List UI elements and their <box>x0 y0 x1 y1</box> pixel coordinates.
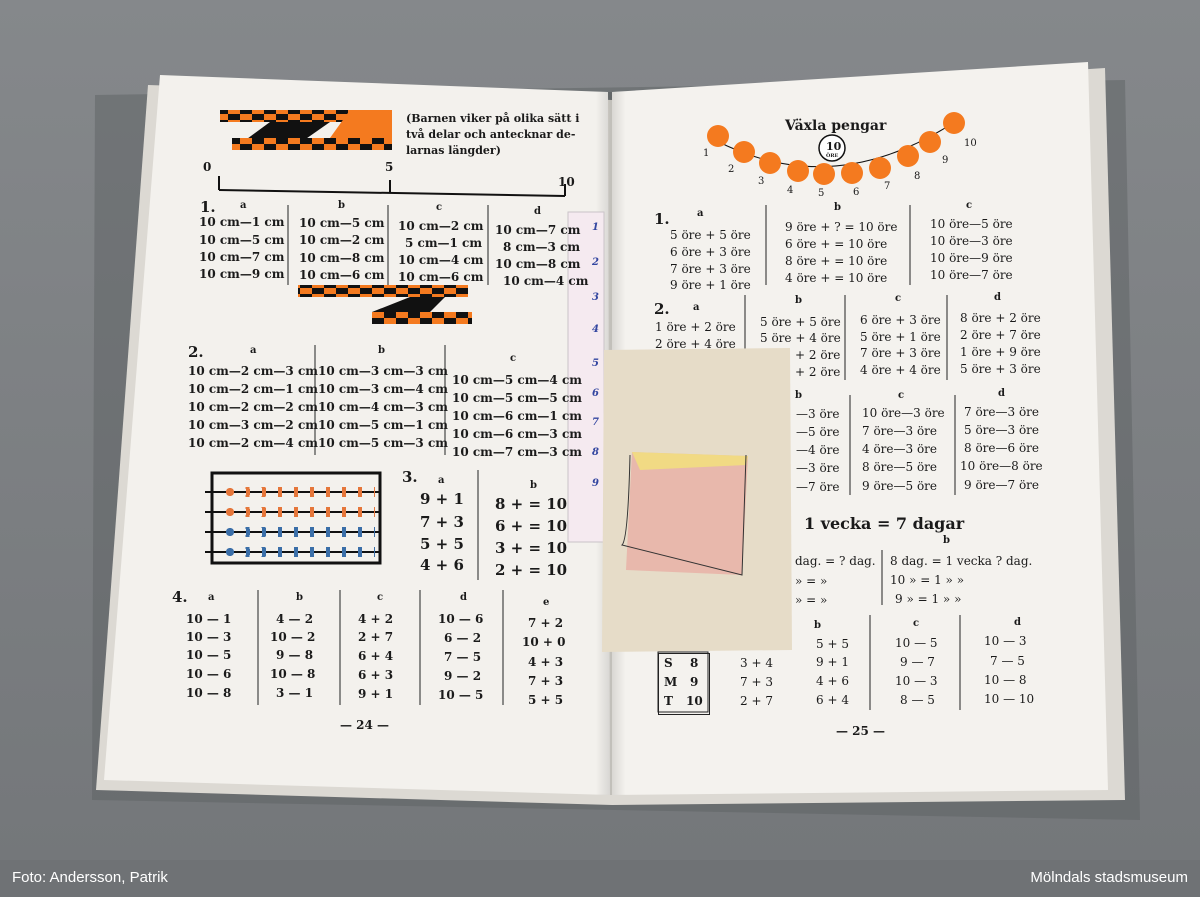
cell: 10 cm—3 cm—4 cm <box>318 382 448 396</box>
cell: 5 öre + 3 öre <box>960 362 1041 376</box>
cell: 10 — 8 <box>984 673 1027 687</box>
cell: 10 cm—4 cm <box>503 274 589 288</box>
cell: 10 cm—5 cm <box>199 233 285 247</box>
col-label: a <box>697 208 704 219</box>
cell: + 2 öre <box>795 365 841 379</box>
bookmark-mark: 1 <box>592 222 599 233</box>
cell: 8 öre + 2 öre <box>960 311 1041 325</box>
week-row-1b: 8 dag. = 1 vecka ? dag. <box>890 554 1033 568</box>
bookmark-mark: 5 <box>592 358 599 369</box>
cell: 5 öre + 5 öre <box>760 315 841 329</box>
coin-number: 8 <box>914 171 921 182</box>
cell: —4 öre <box>796 443 840 457</box>
coin-number: 3 <box>758 176 765 187</box>
col-label: b <box>378 345 385 356</box>
cell: 10 cm—5 cm <box>299 216 385 230</box>
cell: 10 cm—4 cm—3 cm <box>318 400 448 414</box>
cell: 10 — 10 <box>984 692 1035 706</box>
cell: —5 öre <box>796 425 840 439</box>
cell: 9 + 1 <box>358 687 394 701</box>
col-label: c <box>895 293 902 304</box>
cell: 10 öre—8 öre <box>960 459 1043 473</box>
exercise-2-number: 2. <box>188 343 204 361</box>
exercise-4-number: 4. <box>172 588 188 606</box>
cell: 6 + 4 <box>358 649 394 663</box>
col-label: d <box>1014 617 1021 628</box>
cell: —7 öre <box>796 480 840 494</box>
cell: 5 öre + 1 öre <box>860 330 941 344</box>
cell: 10 cm—2 cm—1 cm <box>188 382 318 396</box>
exercise-1-number: 1. <box>200 198 216 216</box>
cell: 1 öre + 2 öre <box>655 320 736 334</box>
cell: 10 cm—3 cm—2 cm <box>188 418 318 432</box>
coin-number: 5 <box>818 188 825 199</box>
cell: 4 + 3 <box>528 655 564 669</box>
bookmark-mark: 2 <box>592 257 599 268</box>
cell: 10 cm—2 cm—4 cm <box>188 436 318 450</box>
cell: 10 cm—7 cm <box>495 223 581 237</box>
col-label: a <box>208 592 215 603</box>
cell: 10 cm—2 cm—2 cm <box>188 400 318 414</box>
cell: 10 cm—9 cm <box>199 267 285 281</box>
cell: 4 — 2 <box>276 612 314 626</box>
page-number-left: — 24 — <box>340 718 390 732</box>
col-label: c <box>898 390 905 401</box>
col-label: d <box>998 388 1005 399</box>
cell: 4 + 6 <box>816 674 849 688</box>
ruler-label-10: 10 <box>558 175 575 189</box>
cell: 10 cm—1 cm <box>199 215 285 229</box>
cell: 9 — 7 <box>900 655 935 669</box>
cell: + 2 öre <box>795 348 841 362</box>
cell: 10 öre—7 öre <box>930 268 1013 282</box>
col-label: b <box>795 295 802 306</box>
coin-number: 9 <box>942 155 949 166</box>
week-row-3a: » = » <box>795 593 828 607</box>
cell: 10 cm—6 cm <box>299 268 385 282</box>
ruler-label-5: 5 <box>385 160 394 174</box>
cell: 9 öre + 1 öre <box>670 278 751 292</box>
week-row-2a: » = » <box>795 574 828 588</box>
col-label: d <box>534 206 541 217</box>
col-label: c <box>913 618 920 629</box>
week-row-3b: 9 » = 1 » » <box>895 592 962 606</box>
col-label: a <box>250 345 257 356</box>
cell: 10 — 6 <box>438 612 484 626</box>
cell: —3 öre <box>796 407 840 421</box>
col-label: d <box>994 292 1001 303</box>
cell: 10 cm—6 cm—3 cm <box>452 427 582 441</box>
photo-credit-bar <box>0 860 1200 897</box>
cell: 8 öre—6 öre <box>964 441 1040 455</box>
bookmark-mark: 4 <box>592 324 599 335</box>
exercise-3-number: 3. <box>402 468 418 486</box>
cell: 10 — 1 <box>186 612 232 626</box>
col-label: b <box>338 200 345 211</box>
cell: 7 + 2 <box>528 616 564 630</box>
cell: 9 öre + ? = 10 öre <box>785 220 898 234</box>
cell: 6 öre + = 10 öre <box>785 237 888 251</box>
cell: 8 — 5 <box>900 693 935 707</box>
museum-credit: Mölndals stadsmuseum <box>1030 869 1188 886</box>
cell: 8 öre + = 10 öre <box>785 254 888 268</box>
cell: 10 — 3 <box>984 634 1027 648</box>
cell: 10 öre—9 öre <box>930 251 1013 265</box>
coin-number: 1 <box>703 148 710 159</box>
cell: 10 — 6 <box>186 667 232 681</box>
cell: 2 + 7 <box>358 630 394 644</box>
col-label: b <box>943 535 950 546</box>
cell: 9 — 8 <box>276 648 314 662</box>
col-label: b <box>530 480 537 491</box>
cell: 6 + 3 <box>358 668 394 682</box>
col-label: b <box>296 592 303 603</box>
cell: 10 — 5 <box>895 636 938 650</box>
week-row-2b: 10 » = 1 » » <box>890 573 965 587</box>
exercise-2-number: 2. <box>654 300 670 318</box>
weekday: T <box>664 694 673 708</box>
cell: 4 öre + 4 öre <box>860 363 941 377</box>
cell: 5 öre + 4 öre <box>760 331 841 345</box>
col-label: a <box>438 475 445 486</box>
instruction-line-2: två delar och antecknar de- <box>406 128 576 141</box>
cell: 6 öre + 3 öre <box>860 313 941 327</box>
col-label: e <box>543 597 550 608</box>
cell: 10 öre—5 öre <box>930 217 1013 231</box>
cell: 5 öre + 5 öre <box>670 228 751 242</box>
coin-number: 6 <box>853 187 860 198</box>
cell: 10 — 5 <box>186 648 232 662</box>
cell: 10 + 0 <box>522 635 566 649</box>
col-label: b <box>795 390 802 401</box>
weekday: M <box>664 675 678 689</box>
cell: 10 — 8 <box>186 686 232 700</box>
cell: 6 öre + 3 öre <box>670 245 751 259</box>
col-label: c <box>436 202 443 213</box>
cell: 5 + 5 <box>528 693 564 707</box>
cell: 10 cm—5 cm—3 cm <box>318 436 448 450</box>
cell: 7 öre + 3 öre <box>670 262 751 276</box>
cell: 2 + 7 <box>740 694 773 708</box>
big-coin-unit: ÖRE <box>826 153 839 159</box>
bookmark-mark: 9 <box>592 478 599 489</box>
page-title: Växla pengar <box>785 118 887 134</box>
cell: 5 öre—3 öre <box>964 423 1040 437</box>
cell: 7 + 3 <box>740 675 773 689</box>
cell: 2 öre + 4 öre <box>655 337 736 351</box>
photographer-credit: Foto: Andersson, Patrik <box>12 869 168 886</box>
instruction-line-3: larnas längder) <box>406 144 501 157</box>
cell: 7 öre + 3 öre <box>860 346 941 360</box>
cell: 7 — 5 <box>444 650 482 664</box>
instruction-line-1: (Barnen viker på olika sätt i <box>406 112 580 125</box>
cell: 10 öre—3 öre <box>930 234 1013 248</box>
cell: 10 cm—2 cm <box>398 219 484 233</box>
cell: 3 + 4 <box>740 656 773 670</box>
bookmark-mark: 7 <box>592 417 599 428</box>
cell: 9 + 1 <box>816 655 849 669</box>
cell: 2 + = 10 <box>495 561 568 579</box>
col-label: a <box>240 200 247 211</box>
week-row-1a: dag. = ? dag. <box>795 554 876 568</box>
cell: 10 cm—7 cm <box>199 250 285 264</box>
cell: 4 + 2 <box>358 612 394 626</box>
weekday: S <box>664 656 673 670</box>
cell: 2 öre + 7 öre <box>960 328 1041 342</box>
cell: 9 + 1 <box>420 490 464 508</box>
cell: 10 cm—6 cm <box>398 270 484 284</box>
cell: 9 öre—7 öre <box>964 478 1040 492</box>
cell: 5 + 5 <box>420 535 464 553</box>
cell: 10 öre—3 öre <box>862 406 945 420</box>
cell: 3 — 1 <box>276 686 314 700</box>
cell: 10 cm—2 cm—3 cm <box>188 364 318 378</box>
col-label: c <box>966 200 973 211</box>
cell: 5 cm—1 cm <box>405 236 483 250</box>
weekday-num: 8 <box>690 656 699 670</box>
col-label: b <box>814 620 821 631</box>
cell: 6 + 4 <box>816 693 849 707</box>
cell: 10 cm—3 cm—3 cm <box>318 364 448 378</box>
col-label: a <box>693 302 700 313</box>
cell: 10 — 5 <box>438 688 484 702</box>
cell: 9 öre—5 öre <box>862 479 938 493</box>
cell: 10 cm—4 cm <box>398 253 484 267</box>
drawing-card <box>602 348 792 652</box>
cell: 10 cm—5 cm—5 cm <box>452 391 582 405</box>
cell: —3 öre <box>796 461 840 475</box>
coin-number: 4 <box>787 185 794 196</box>
cell: 7 + 3 <box>528 674 564 688</box>
col-label: c <box>510 353 517 364</box>
exercise-1-number: 1. <box>654 210 670 228</box>
cell: 10 cm—2 cm <box>299 233 385 247</box>
cell: 10 — 3 <box>186 630 232 644</box>
bookmark-mark: 6 <box>592 388 599 399</box>
cell: 5 + 5 <box>816 637 849 651</box>
cell: 8 cm—3 cm <box>503 240 581 254</box>
cell: 10 cm—7 cm—3 cm <box>452 445 582 459</box>
cell: 10 cm—6 cm—1 cm <box>452 409 582 423</box>
cell: 4 öre + = 10 öre <box>785 271 888 285</box>
bookmark-mark: 3 <box>592 292 599 303</box>
col-label: d <box>460 592 467 603</box>
col-label: c <box>377 592 384 603</box>
cell: 10 — 2 <box>270 630 316 644</box>
bookmark-mark: 8 <box>592 447 599 458</box>
cell: 10 cm—5 cm—4 cm <box>452 373 582 387</box>
cell: 6 + = 10 <box>495 517 568 535</box>
cell: 1 öre + 9 öre <box>960 345 1041 359</box>
cell: 10 — 8 <box>270 667 316 681</box>
coin-number: 7 <box>884 181 891 192</box>
weekday-num: 9 <box>690 675 699 689</box>
cell: 4 + 6 <box>420 556 464 574</box>
cell: 10 — 3 <box>895 674 938 688</box>
page-number-right: — 25 — <box>836 724 886 738</box>
cell: 4 öre—3 öre <box>862 442 938 456</box>
ruler-label-0: 0 <box>203 160 212 174</box>
cell: 10 cm—8 cm <box>495 257 581 271</box>
cell: 7 öre—3 öre <box>964 405 1040 419</box>
cell: 8 + = 10 <box>495 495 568 513</box>
cell: 9 — 2 <box>444 669 482 683</box>
cell: 8 öre—5 öre <box>862 460 938 474</box>
week-heading: 1 vecka = 7 dagar <box>804 514 965 533</box>
cell: 10 cm—8 cm <box>299 251 385 265</box>
cell: 10 cm—5 cm—1 cm <box>318 418 448 432</box>
col-label: b <box>834 202 841 213</box>
coin-number: 2 <box>728 164 735 175</box>
cell: 7 + 3 <box>420 513 464 531</box>
cell: 7 — 5 <box>990 654 1025 668</box>
weekday-num: 10 <box>686 694 703 708</box>
big-coin-value: 10 <box>826 140 842 153</box>
cell: 3 + = 10 <box>495 539 568 557</box>
coin-number: 10 <box>964 138 977 149</box>
cell: 7 öre—3 öre <box>862 424 938 438</box>
cell: 6 — 2 <box>444 631 482 645</box>
